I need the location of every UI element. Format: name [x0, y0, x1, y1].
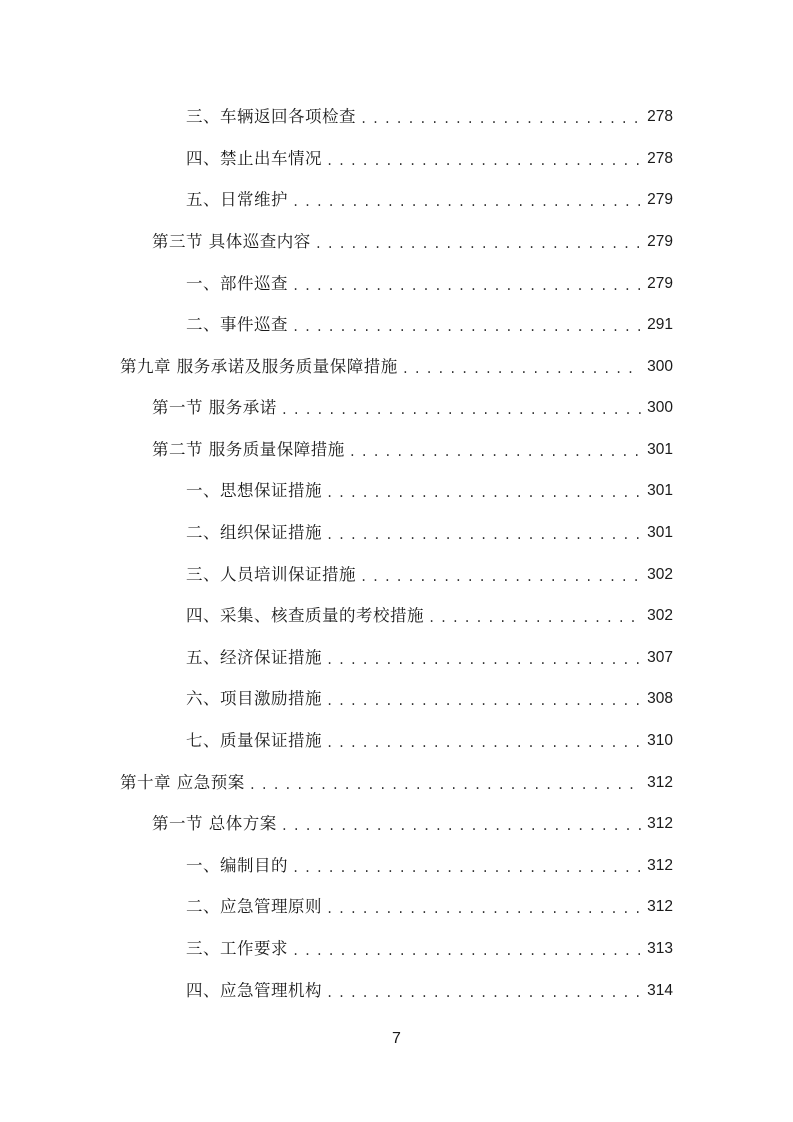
toc-entry[interactable] — [186, 477, 673, 505]
toc-entry-page: 279 — [647, 233, 673, 250]
toc-entry-title: 第一节 服务承诺 — [152, 398, 277, 417]
toc-dot-leader — [360, 563, 641, 591]
toc-entry-page: 312 — [647, 898, 673, 915]
toc-entry-title: 一、部件巡查 — [186, 274, 288, 293]
toc-entry-title: 三、人员培训保证措施 — [186, 565, 356, 584]
toc-entry[interactable] — [186, 145, 673, 173]
toc-entry[interactable] — [186, 852, 673, 880]
toc-entry[interactable] — [152, 436, 673, 464]
toc-entry-title: 四、应急管理机构 — [186, 981, 322, 1000]
toc-dot-leader — [402, 355, 641, 383]
toc-entry[interactable] — [186, 893, 673, 921]
toc-entry[interactable] — [186, 311, 673, 339]
toc-entry-page: 308 — [647, 690, 673, 707]
toc-dot-leader — [326, 646, 641, 674]
toc-entry[interactable] — [186, 103, 673, 131]
toc-entry-page: 301 — [647, 441, 673, 458]
toc-dot-leader — [292, 313, 641, 341]
toc-dot-leader — [326, 687, 641, 715]
toc-entry-page: 278 — [647, 150, 673, 167]
toc-dot-leader — [326, 895, 641, 923]
toc-dot-leader — [281, 812, 641, 840]
page-number: 7 — [392, 1030, 401, 1047]
toc-entry-title: 四、采集、核查质量的考校措施 — [186, 606, 424, 625]
toc-entry[interactable] — [186, 270, 673, 298]
toc-entry-page: 300 — [647, 358, 673, 375]
toc-entry-title: 一、编制目的 — [186, 856, 288, 875]
toc-entry-page: 312 — [647, 815, 673, 832]
toc-dot-leader — [292, 937, 641, 965]
toc-dot-leader — [326, 979, 641, 1007]
toc-dot-leader — [360, 105, 641, 133]
toc-dot-leader — [326, 521, 641, 549]
toc-entry-title: 三、车辆返回各项检查 — [186, 107, 356, 126]
toc-entry-page: 300 — [647, 399, 673, 416]
toc-entry-page: 307 — [647, 649, 673, 666]
toc-dot-leader — [326, 147, 641, 175]
toc-dot-leader — [292, 188, 641, 216]
toc-entry-title: 二、应急管理原则 — [186, 897, 322, 916]
toc-entry[interactable] — [186, 519, 673, 547]
toc-dot-leader — [349, 438, 641, 466]
toc-entry-title: 五、日常维护 — [186, 190, 288, 209]
toc-dot-leader — [292, 854, 641, 882]
toc-dot-leader — [428, 604, 641, 632]
toc-entry[interactable] — [186, 977, 673, 1005]
toc-entry-title: 四、禁止出车情况 — [186, 149, 322, 168]
toc-entry-title: 二、事件巡查 — [186, 315, 288, 334]
toc-dot-leader — [326, 479, 641, 507]
toc-entry-page: 279 — [647, 275, 673, 292]
toc-entry[interactable] — [186, 186, 673, 214]
toc-entry-title: 二、组织保证措施 — [186, 523, 322, 542]
toc-entry-title: 第一节 总体方案 — [152, 814, 277, 833]
toc-entry[interactable] — [186, 602, 673, 630]
toc-entry-title: 五、经济保证措施 — [186, 648, 322, 667]
toc-entry-page: 312 — [647, 857, 673, 874]
toc-entry-page: 312 — [647, 774, 673, 791]
toc-entry-title: 七、质量保证措施 — [186, 731, 322, 750]
toc-entry-page: 291 — [647, 316, 673, 333]
toc-dot-leader — [281, 396, 641, 424]
toc-entry-title: 第二节 服务质量保障措施 — [152, 440, 345, 459]
toc-entry[interactable] — [186, 727, 673, 755]
toc-entry[interactable] — [152, 228, 673, 256]
toc-entry-page: 301 — [647, 482, 673, 499]
toc-entry[interactable] — [186, 935, 673, 963]
toc-entry[interactable] — [186, 644, 673, 672]
toc-entry[interactable] — [152, 394, 673, 422]
toc-entry-page: 314 — [647, 982, 673, 999]
toc-dot-leader — [292, 272, 641, 300]
toc-entry-title: 第十章 应急预案 — [120, 773, 245, 792]
toc-entry[interactable] — [120, 353, 673, 381]
toc-entry[interactable] — [152, 810, 673, 838]
toc-entry-title: 六、项目激励措施 — [186, 689, 322, 708]
toc-entry-title: 第九章 服务承诺及服务质量保障措施 — [120, 357, 398, 376]
toc-entry-page: 301 — [647, 524, 673, 541]
toc-entry-title: 三、工作要求 — [186, 939, 288, 958]
toc-entry[interactable] — [120, 769, 673, 797]
toc-entry-page: 279 — [647, 191, 673, 208]
toc-entry-page: 302 — [647, 566, 673, 583]
toc-entry-title: 一、思想保证措施 — [186, 481, 322, 500]
toc-entry-page: 310 — [647, 732, 673, 749]
toc-entry[interactable] — [186, 685, 673, 713]
toc-dot-leader — [249, 771, 641, 799]
toc-entry-title: 第三节 具体巡查内容 — [152, 232, 311, 251]
toc-entry-page: 313 — [647, 940, 673, 957]
toc-entry-page: 302 — [647, 607, 673, 624]
toc-dot-leader — [326, 729, 641, 757]
toc-entry[interactable] — [186, 561, 673, 589]
toc-dot-leader — [315, 230, 641, 258]
toc-entry-page: 278 — [647, 108, 673, 125]
